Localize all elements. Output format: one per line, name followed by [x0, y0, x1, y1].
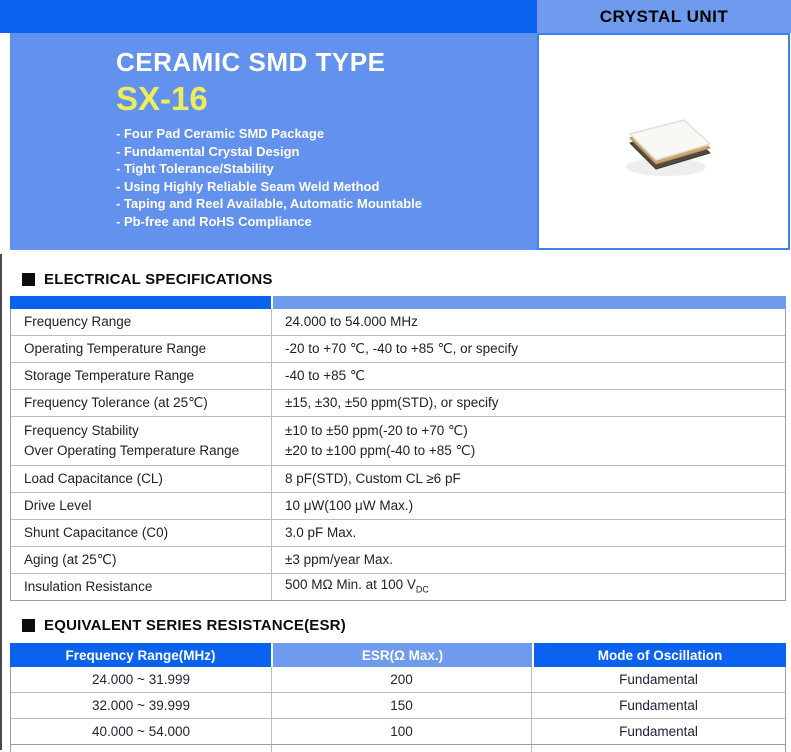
cutoff-row-stub: [10, 745, 786, 752]
header-bar-left: [10, 296, 271, 309]
section-title: EQUIVALENT SERIES RESISTANCE(ESR): [44, 617, 346, 634]
table-row: [11, 547, 785, 574]
crystal-unit-label: CRYSTAL UNIT: [599, 6, 729, 26]
esr-header-cell: Mode of Oscillation: [534, 643, 786, 667]
top-bar: [0, 0, 537, 33]
section-heading-electrical: [22, 271, 273, 288]
row-value: ±10 to ±50 ppm(-20 to +70 ℃) ±20 to ±100 ppm(-40 to +85 ℃): [285, 423, 476, 458]
elec-table-header-bar: [10, 296, 786, 309]
row-value: -40 to +85 ℃: [285, 368, 366, 383]
product-image-box: [537, 33, 790, 250]
feature-item: - Using Highly Reliable Seam Weld Method: [116, 178, 380, 194]
feature-item: - Pb-free and RoHS Compliance: [116, 213, 312, 229]
header-bar-right: [273, 296, 786, 309]
table-row: [11, 493, 785, 520]
esr-header-cell: ESR(Ω Max.): [273, 643, 532, 667]
table-row: [11, 309, 785, 336]
feature-item: - Tight Tolerance/Stability: [116, 161, 274, 176]
elec-table-body: [10, 309, 786, 601]
row-value: 3.0 pF Max.: [285, 525, 357, 540]
esr-table-row: [11, 667, 785, 693]
esr-header-row: [10, 643, 786, 667]
row-label: Storage Temperature Range: [11, 363, 272, 389]
row-value: 8 pF(STD), Custom CL ≥6 pF: [285, 471, 461, 486]
feature-list: [116, 125, 537, 230]
row-label: Insulation Resistance: [11, 574, 272, 600]
product-type-title: CERAMIC SMD TYPE: [116, 47, 386, 77]
electrical-spec-table: [10, 296, 786, 601]
crystal-image: [604, 97, 724, 187]
row-label: Load Capacitance (CL): [11, 466, 272, 492]
section-bullet-icon: [22, 619, 35, 632]
esr-cell: 100: [272, 719, 532, 744]
esr-table-body: [10, 667, 786, 745]
esr-header-cell: Frequency Range(MHz): [10, 643, 271, 667]
row-label: Aging (at 25℃): [11, 547, 272, 573]
table-row: [11, 363, 785, 390]
row-label: Shunt Capacitance (C0): [11, 520, 272, 546]
feature-item: - Taping and Reel Available, Automatic Mountable: [116, 196, 423, 211]
section-title: ELECTRICAL SPECIFICATIONS: [44, 271, 273, 288]
row-value: 24.000 to 54.000 MHz: [285, 314, 418, 329]
esr-cell: 24.000 ~ 31.999: [11, 667, 272, 692]
feature-item: - Fundamental Crystal Design: [116, 143, 300, 159]
section-heading-esr: [22, 617, 346, 634]
esr-table: [10, 643, 786, 752]
esr-cell: Fundamental: [619, 724, 698, 739]
esr-cell: 40.000 ~ 54.000: [11, 719, 272, 744]
table-row: [11, 520, 785, 547]
esr-cell: 150: [272, 693, 532, 718]
row-value: -20 to +70 ℃, -40 to +85 ℃, or specify: [285, 341, 518, 356]
row-label: Frequency Range: [11, 309, 272, 335]
esr-table-row: [11, 693, 785, 719]
row-value: 500 MΩ Min. at 100 $V_{DC}$: [285, 576, 429, 595]
row-value: ±3 ppm/year Max.: [285, 552, 393, 567]
table-row: [11, 417, 785, 466]
page-left-border: [0, 254, 2, 750]
model-name: SX-16: [116, 80, 208, 117]
row-label: Operating Temperature Range: [11, 336, 272, 362]
esr-cell: 32.000 ~ 39.999: [11, 693, 272, 718]
esr-table-row: [11, 719, 785, 744]
esr-cell: Fundamental: [619, 672, 698, 687]
esr-cell: 200: [272, 667, 532, 692]
table-row: [11, 574, 785, 600]
row-value: ±15, ±30, ±50 ppm(STD), or specify: [285, 395, 499, 410]
product-banner: [10, 33, 537, 250]
table-row: [11, 336, 785, 363]
esr-cell: Fundamental: [619, 698, 698, 713]
crystal-unit-tab: [537, 0, 791, 33]
row-label: Drive Level: [11, 493, 272, 519]
section-bullet-icon: [22, 273, 35, 286]
row-label: Frequency Stability Over Operating Temperature Range: [11, 417, 272, 465]
row-value: 10 μW(100 μW Max.): [285, 498, 414, 513]
row-label: Frequency Tolerance (at 25℃): [11, 390, 272, 416]
table-row: [11, 466, 785, 493]
feature-item: - Four Pad Ceramic SMD Package: [116, 126, 325, 141]
table-row: [11, 390, 785, 417]
row-value-subscript: DC: [415, 584, 429, 595]
